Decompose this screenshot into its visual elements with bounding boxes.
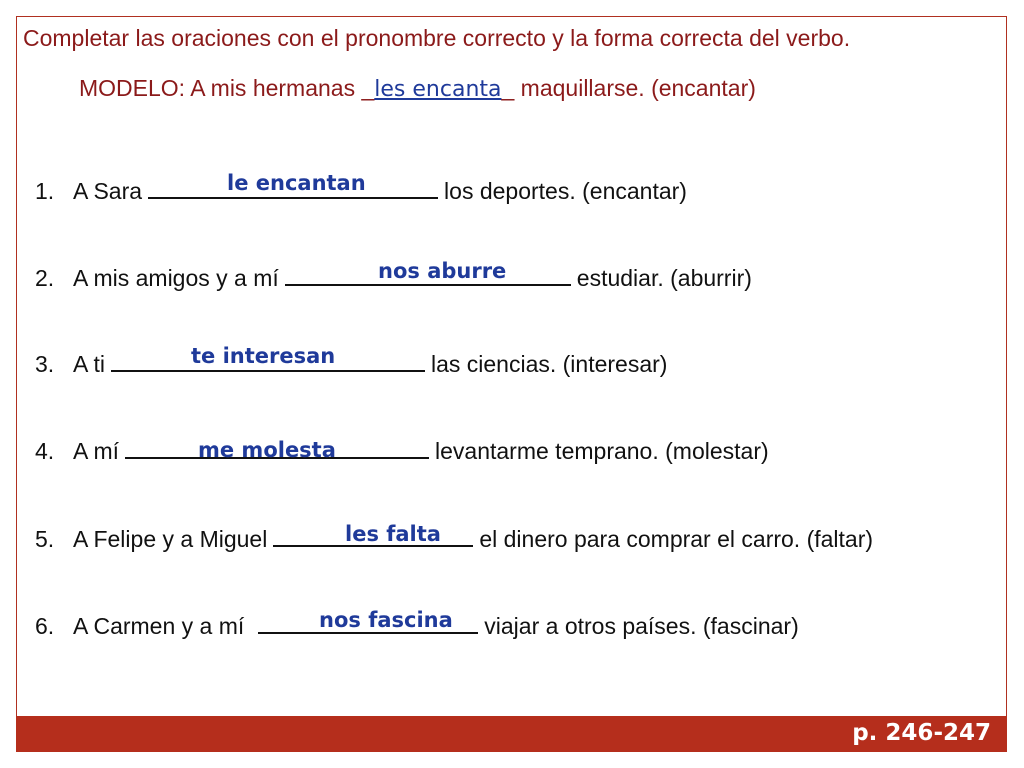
item-number: 5. [35, 526, 55, 552]
item-after-text: estudiar. (aburrir) [576, 265, 752, 291]
modelo-suffix: _ maquillarse. (encantar) [501, 75, 756, 101]
item-after-text: los deportes. (encantar) [444, 178, 687, 204]
answer-text-6: nos fascina [319, 608, 453, 632]
item-before-text: A ti [73, 351, 105, 377]
modelo-answer: les encanta [374, 77, 502, 102]
answer-text-2: nos aburre [378, 259, 507, 283]
item-after-text: levantarme temprano. (molestar) [435, 438, 769, 464]
item-before-text: A Carmen y a mí [73, 613, 245, 639]
item-after-text: las ciencias. (interesar) [430, 351, 668, 377]
instruction-text: Completar las oraciones con el pronombre correcto y la forma correcta del verbo. [23, 25, 851, 51]
item-before-text: A Sara [73, 178, 143, 204]
answer-text-1: le encantan [227, 171, 366, 195]
item-number: 6. [35, 613, 55, 639]
exercise-item-3 [35, 350, 667, 378]
item-number: 4. [35, 438, 55, 464]
item-after-text: el dinero para comprar el carro. (faltar) [479, 526, 874, 552]
answer-text-5: les falta [345, 522, 441, 546]
modelo-example [79, 75, 756, 102]
modelo-prefix: MODELO: A mis hermanas _ [79, 75, 375, 101]
item-before-text: A Felipe y a Miguel [73, 526, 268, 552]
item-before-text: A mí [73, 438, 120, 464]
item-number: 1. [35, 178, 55, 204]
footer-bar [16, 716, 1007, 752]
answer-text-3: te interesan [191, 344, 336, 368]
exercise-item-4 [35, 437, 769, 465]
answer-text-4: me molesta [198, 438, 336, 462]
worksheet-slide [16, 16, 1007, 751]
exercise-item-5 [35, 525, 873, 553]
item-number: 3. [35, 351, 55, 377]
page-reference: p. 246-247 [852, 720, 991, 746]
item-after-text: viajar a otros países. (fascinar) [484, 613, 799, 639]
item-before-text: A mis amigos y a mí [73, 265, 279, 291]
item-number: 2. [35, 265, 55, 291]
